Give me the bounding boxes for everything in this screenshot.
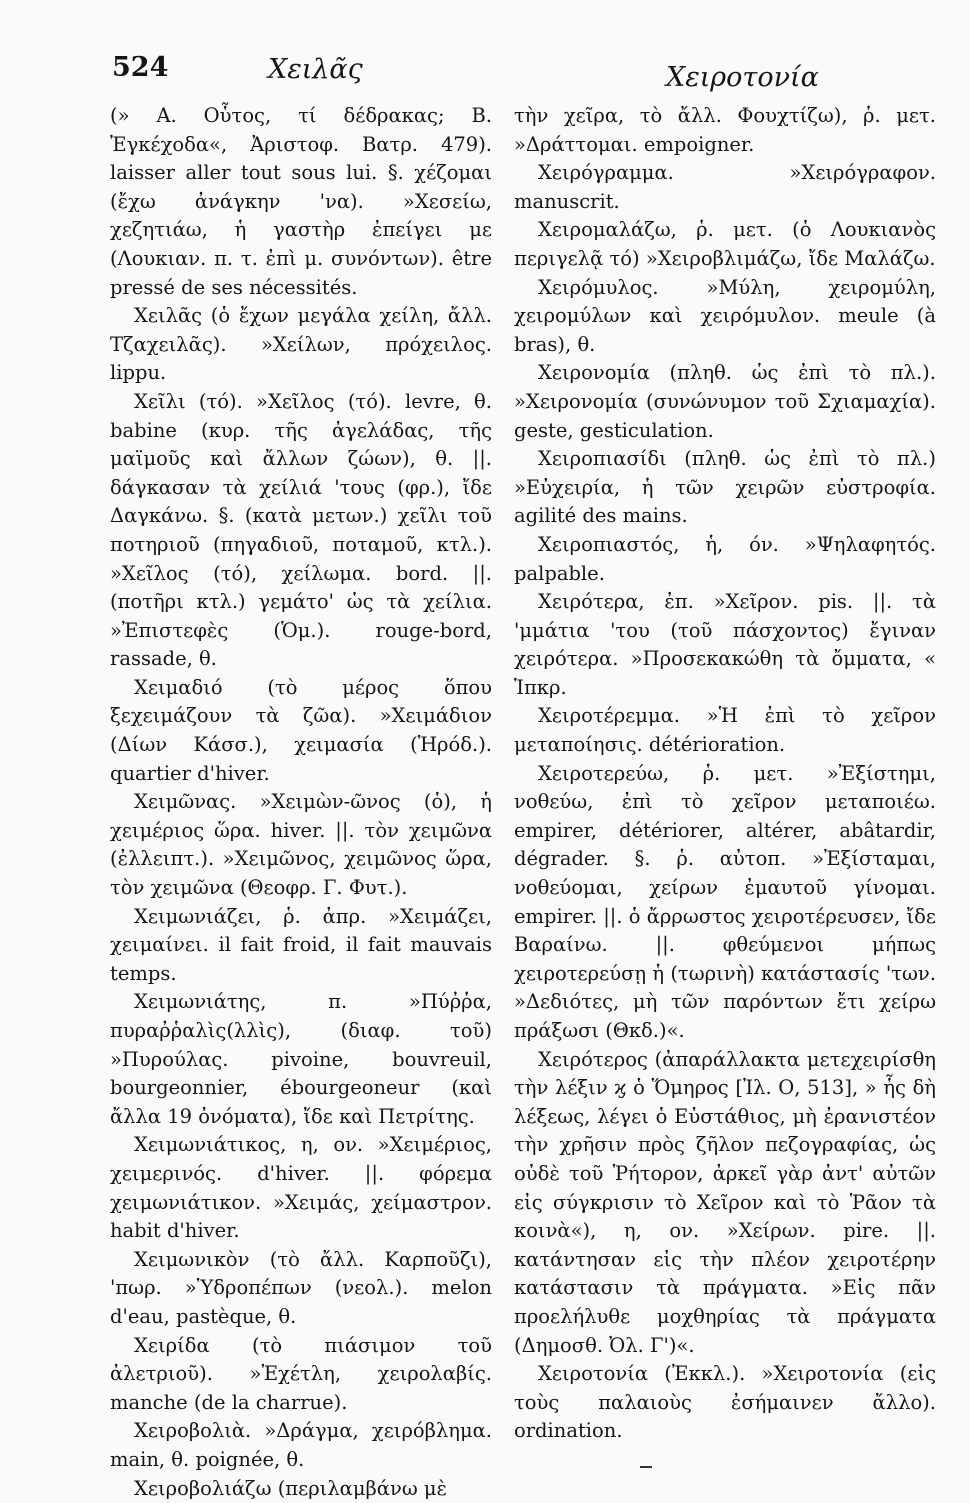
right-running-head: Χειροτονία [666,62,819,93]
page-number: 524 [112,52,168,83]
dictionary-entry: Χειμωνιάτικος, η, ον. »Χειμέριος, χειμερινός. d'hiver. ||. φόρεμα χειμωνιάτικον. »Χειμάς, χείμαστρον. habit d'hiver. [110,1131,492,1245]
dictionary-entry: Χειρότερος (ἀπαράλλακτα μετεχειρίσθη τὴν λέξιν ϗ ὁ Ὅμηρος [Ἰλ. Ο, 513], » ἧς δὴ λέξεως, λέγει ὁ Εὐστάθιος, μὴ ἐρανιστέον τὴν χρῆσιν πρὸς ζῆλον πεζογραφίας, ὡς οὐδὲ τοῦ Ῥήτορον, ἀρκεῖ γὰρ ἀντ' αὐτῶν εἰς σύγκρισιν τὸ Χεῖρον καὶ τὸ Ῥᾶον τὰ κοινὰ«), η, ον. »Χείρων. pire. ||. κατάντησαν εἰς τὴν πλέον χειροτέρην κατάστασιν τὰ πράγματα. »Εἰς πᾶν προελήλυθε μοχθηρίας τὰ πράγματα (Δημοσθ. Ὀλ. Γ')«. [514,1046,936,1361]
dictionary-entry: Χειροτερεύω, ῥ. μετ. »Ἐξίστημι, νοθεύω, ἐπὶ τὸ χεῖρον μεταποιέω. empirer, détériorer, altérer, abâtardir, dégrader. §. ῥ. αὐτοπ. »Ἐξίσταμαι, νοθεύομαι, χείρων ἐμαυτοῦ γίνομαι. empirer. ||. ὁ ἄρρωστος χειροτέρευσεν, ἴδε Βαραίνω. ||. φθεύμενοι μήπως χειροτερεύσῃ ἡ (τωρινὴ) κατάστασίς 'των. »Δεδιότες, μὴ τῶν παρόντων ἔτι χείρω πράξωσι (Θκδ.)«. [514,760,936,1046]
dictionary-entry: Χειροτονία (Ἐκκλ.). »Χειροτονία (εἰς τοὺς παλαιοὺς ἐσήμαινεν ἄλλο). ordination. [514,1360,936,1446]
dictionary-entry: Χειμωνιάτης, π. »Πύῤῥα, πυραῤῥαλὶς(λλὶς), (διαφ. τοῦ) »Πυρούλας. pivoine, bouvreuil, bourgeonnier, ébourgeoneur (καὶ ἄλλα 19 ὀνόματα), ἴδε καὶ Πετρίτης. [110,988,492,1131]
dictionary-entry: Χειμῶνας. »Χειμὼν-ῶνος (ὁ), ἡ χειμέριος ὥρα. hiver. ||. τὸν χειμῶνα (ἐλλειπτ.). »Χειμῶνος, χειμῶνος ὥρα, τὸν χειμῶνα (Θεοφρ. Γ. Φυτ.). [110,788,492,902]
dictionary-entry: Χειροπιαστός, ἡ, όν. »Ψηλαφητός. palpable. [514,531,936,588]
right-column [514,102,936,1446]
dictionary-entry: Χεῖλι (τό). »Χεῖλος (τό). levre, θ. babine (κυρ. τῆς ἀγελάδας, τῆς μαϊμοῦς καὶ ἄλλων ζώων), θ. ||. δάγκασαν τὰ χείλιά 'τους (φρ.), ἴδε Δαγκάνω. §. (κατὰ μετων.) χεῖλι τοῦ ποτηριοῦ (πηγαδιοῦ, ποταμοῦ, κτλ.). »Χεῖλος (τό), χείλωμα. bord. ||. (ποτῆρι κτλ.) γεμάτο' ὡς τὰ χείλια. »Ἐπιστεφὲς (Ὁμ.). rouge-bord, rassade, θ. [110,388,492,674]
dictionary-entry: Χειμαδιό (τὸ μέρος ὅπου ξεχειμάζουν τὰ ζῶα). »Χειμάδιον (Δίων Κάσσ.), χειμασία (Ἡρόδ.). quartier d'hiver. [110,674,492,788]
dictionary-entry: Χειρόμυλος. »Μύλη, χειρομύλη, χειρομύλων καὶ χειρόμυλον. meule (à bras), θ. [514,274,936,360]
dictionary-entry: Χειρομαλάζω, ῥ. μετ. (ὁ Λουκιανὸς περιγελᾷ τό) »Χειροβλιμάζω, ἴδε Μαλάζω. [514,216,936,273]
page-header [0,50,970,100]
dictionary-entry: Χειμωνιάζει, ῥ. ἀπρ. »Χειμάζει, χειμαίνει. il fait froid, il fait mauvais temps. [110,903,492,989]
dictionary-entry: Χειρίδα (τὸ πιάσιμον τοῦ ἀλετριοῦ). »Ἐχέτλη, χειρολαβίς. manche (de la charrue). [110,1332,492,1418]
dictionary-entry: Χειροβολιάζω (περιλαμβάνω μὲ [110,1475,492,1503]
dictionary-entry: Χειροπιασίδι (πληθ. ὡς ἐπὶ τὸ πλ.) »Εὐχειρία, ἡ τῶν χειρῶν εὐστροφία. agilité des mains. [514,445,936,531]
dictionary-entry: τὴν χεῖρα, τὸ ἄλλ. Φουχτίζω), ῥ. μετ. »Δράττομαι. empoigner. [514,102,936,159]
dictionary-entry: Χειρόγραμμα. »Χειρόγραφον. manuscrit. [514,159,936,216]
dictionary-entry: Χειροτέρεμμα. »Ἡ ἐπὶ τὸ χεῖρον μεταποίησις. détérioration. [514,702,936,759]
dictionary-entry: Χειλᾶς (ὁ ἔχων μεγάλα χείλη, ἄλλ. Τζαχειλᾶς). »Χείλων, πρόχειλος. lippu. [110,302,492,388]
dictionary-entry: Χειρότερα, ἐπ. »Χεῖρον. pis. ||. τὰ 'μμάτια 'του (τοῦ πάσχοντος) ἔγιναν χειρότερα. »Προσεκακώθη τὰ ὄμματα, « Ἱπκρ. [514,588,936,702]
dictionary-entry: (» Α. Οὗτος, τί δέδρακας; Β. Ἐγκέχοδα«, Ἀριστοφ. Βατρ. 479). laisser aller tout sous lui. §. χέζομαι (ἔχω ἀνάγκην 'να). »Χεσείω, χεζητιάω, ἡ γαστὴρ ἐπείγει με (Λουκιαν. π. τ. ἐπὶ μ. συνόντων). être pressé de ses nécessités. [110,102,492,302]
left-running-head: Χειλᾶς [268,54,363,85]
footer-rule [640,1466,652,1468]
dictionary-entry: Χειμωνικὸν (τὸ ἄλλ. Καρποῦζι), 'πωρ. »Ὑδροπέπων (νεολ.). melon d'eau, pastèque, θ. [110,1246,492,1332]
left-column [110,102,492,1503]
dictionary-entry: Χειροβολιὰ. »Δράγμα, χειρόβλημα. main, θ. poignée, θ. [110,1417,492,1474]
dictionary-entry: Χειρονομία (πληθ. ὡς ἐπὶ τὸ πλ.). »Χειρονομία (συνώνυμον τοῦ Σχιαμαχία). geste, gesticulation. [514,359,936,445]
